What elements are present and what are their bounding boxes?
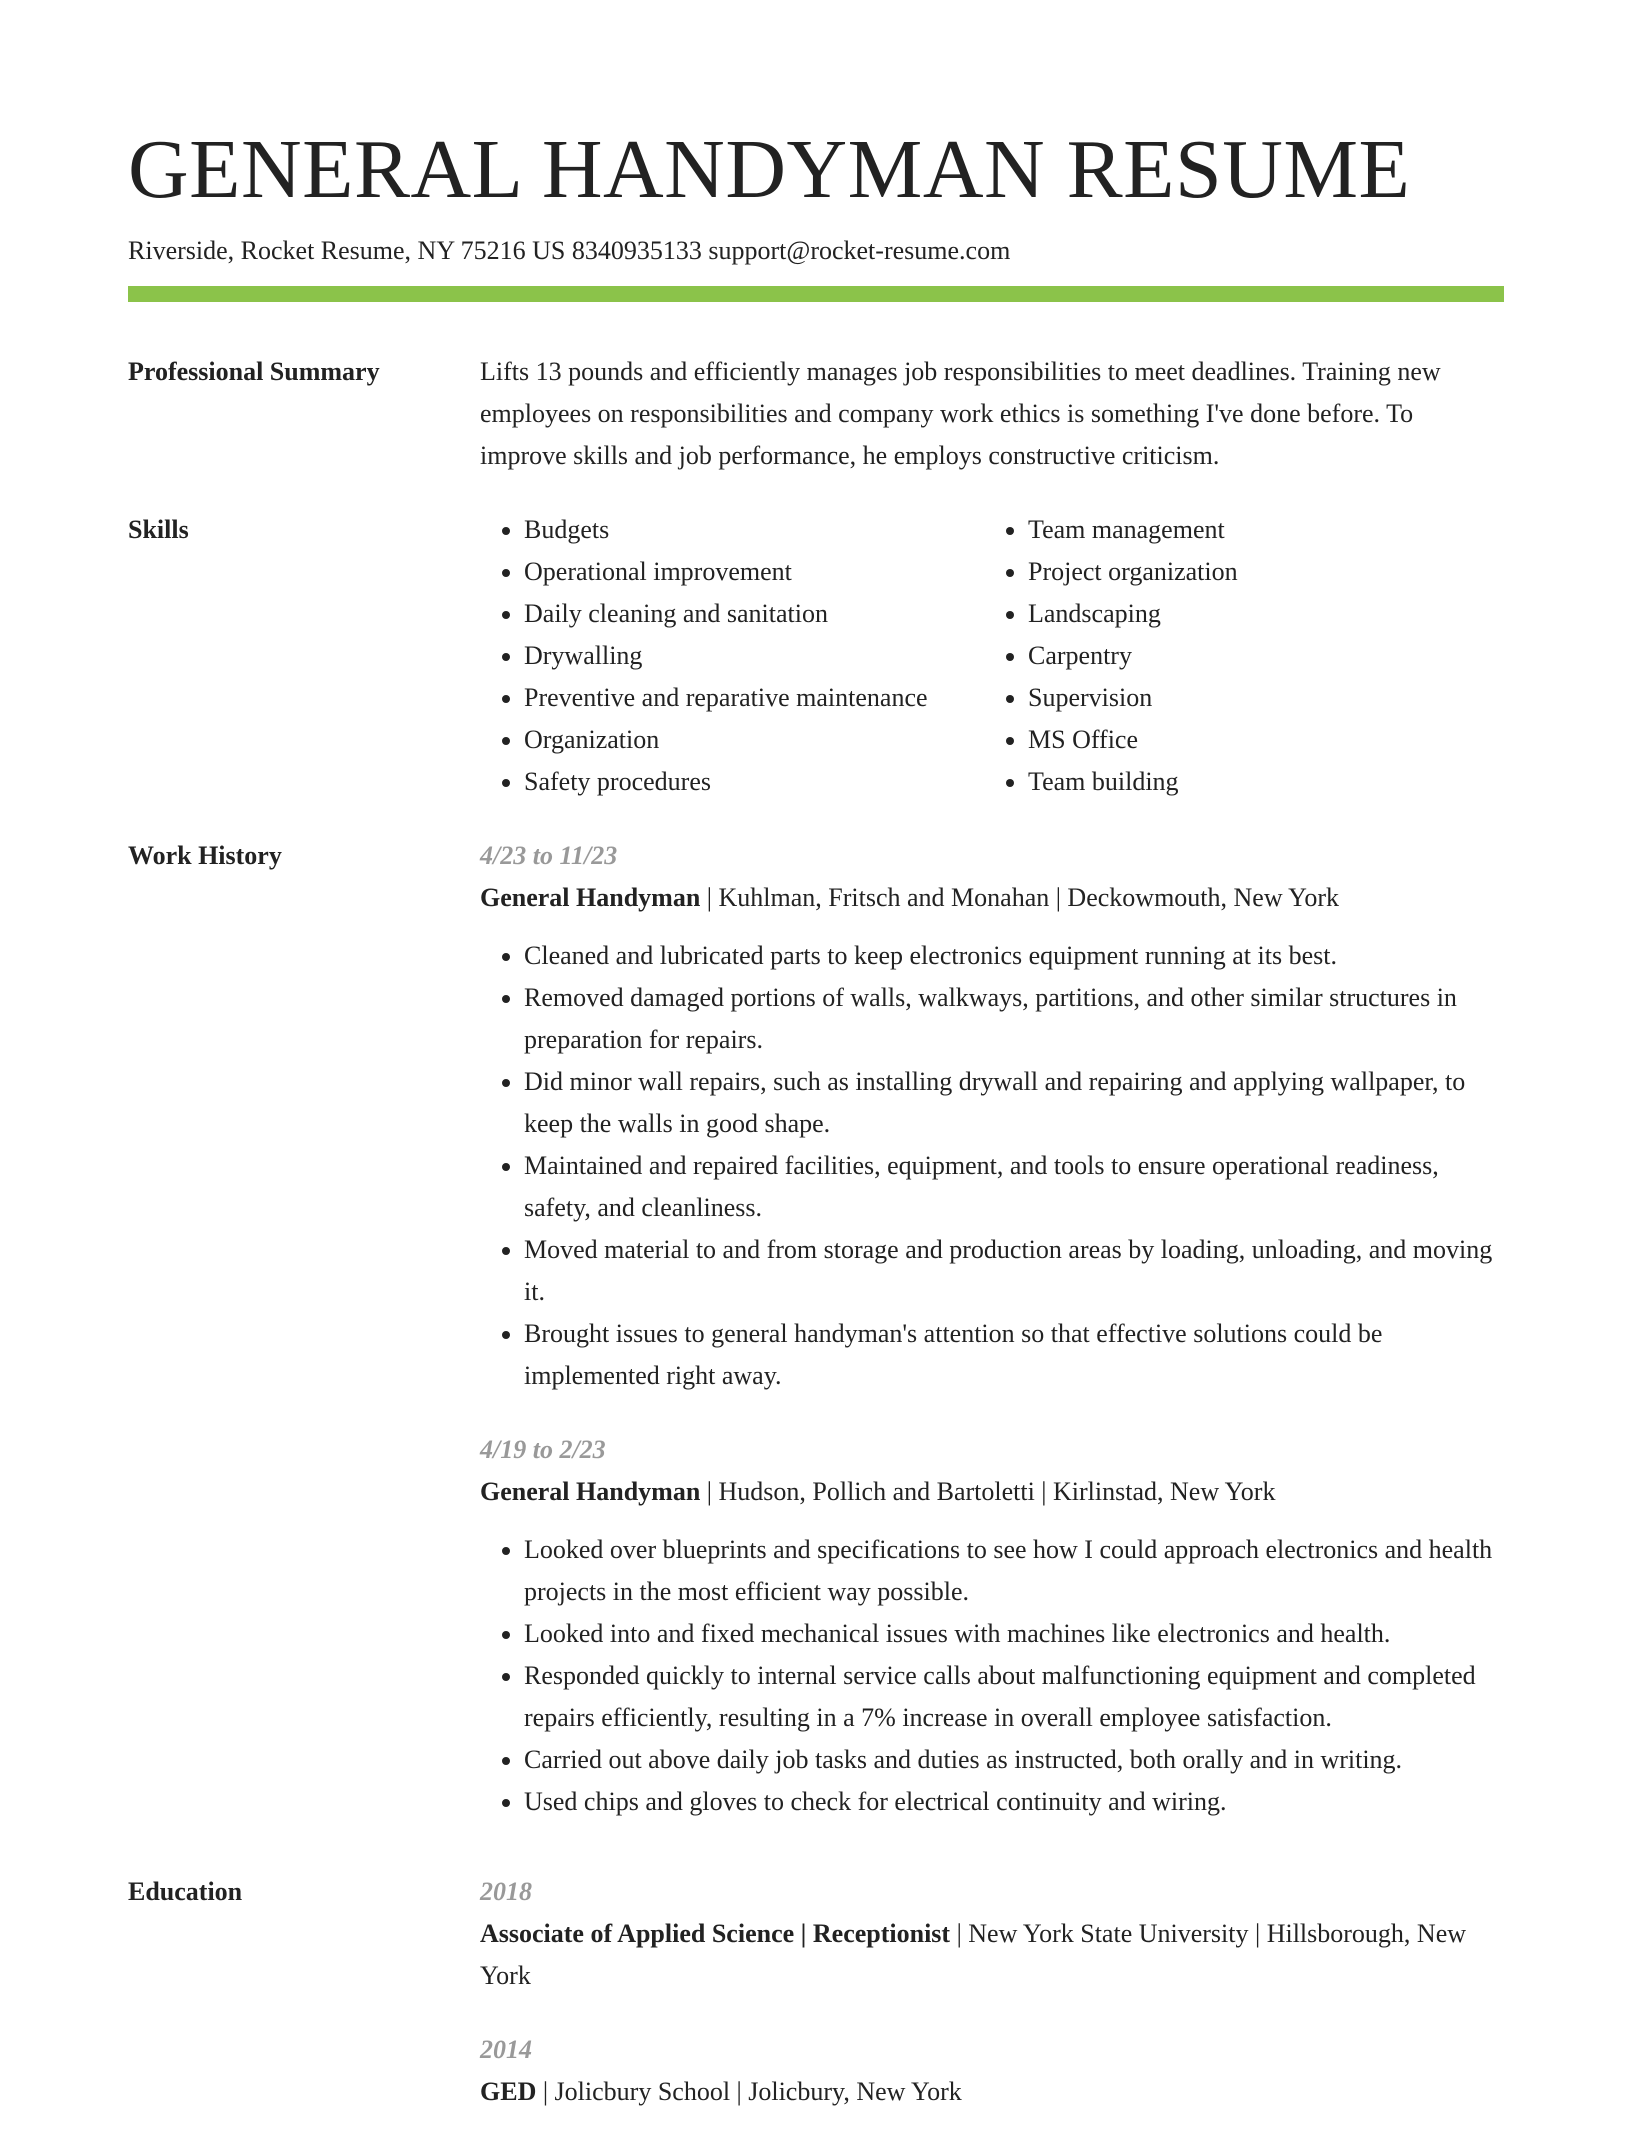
professional-summary-section xyxy=(128,351,1504,477)
job-bullet: • Carried out above daily job tasks and duties as instructed, both orally and in writing. xyxy=(524,1739,1504,1781)
education-heading xyxy=(480,1913,1504,1997)
skill-item: • Supervision xyxy=(1028,677,1238,719)
skill-item: • Organization xyxy=(524,719,984,761)
job-heading xyxy=(480,1471,1504,1513)
contact-line: Riverside, Rocket Resume, NY 75216 US 8340935133 support@rocket-resume.com xyxy=(128,236,1011,265)
education-section xyxy=(128,1871,1504,2145)
education-year: 2014 xyxy=(480,2035,532,2064)
education-school-location: | Jolicbury School | Jolicbury, New York xyxy=(536,2077,962,2106)
summary-text: Lifts 13 pounds and efficiently manages job responsibilities to meet deadlines. Training new employees on responsibilities and company work ethics is something I've done before. To improve skills and job performance, he employs constructive criticism. xyxy=(480,357,1441,470)
education-heading xyxy=(480,2071,1504,2113)
skill-item: • MS Office xyxy=(1028,719,1238,761)
skill-item: • Team management xyxy=(1028,509,1238,551)
job-bullets xyxy=(480,1529,1504,1823)
skill-item: • Preventive and reparative maintenance xyxy=(524,677,984,719)
skill-item: • Budgets xyxy=(524,509,984,551)
skill-item: • Daily cleaning and sanitation xyxy=(524,593,984,635)
job-title: General Handyman xyxy=(480,883,701,912)
job-bullet: • Looked over blueprints and specifications to see how I could approach electronics and health projects in the most efficient way possible. xyxy=(524,1529,1504,1613)
job-bullet: • Did minor wall repairs, such as installing drywall and repairing and applying wallpaper, to keep the walls in good shape. xyxy=(524,1061,1504,1145)
job-bullet: • Moved material to and from storage and production areas by loading, unloading, and moving it. xyxy=(524,1229,1504,1313)
job-dates: 4/19 to 2/23 xyxy=(480,1435,606,1464)
job-heading xyxy=(480,877,1504,919)
section-label-work: Work History xyxy=(128,841,282,870)
skills-list-right xyxy=(984,509,1238,803)
job-entry xyxy=(480,1429,1504,1823)
skills-section xyxy=(128,509,1504,803)
job-bullet: • Removed damaged portions of walls, walkways, partitions, and other similar structures in preparation for repairs. xyxy=(524,977,1504,1061)
job-bullet: • Looked into and fixed mechanical issues with machines like electronics and health. xyxy=(524,1613,1504,1655)
skill-item: • Team building xyxy=(1028,761,1238,803)
work-history-section xyxy=(128,835,1504,1855)
skill-item: • Drywalling xyxy=(524,635,984,677)
education-degree: GED xyxy=(480,2077,537,2106)
section-label-summary: Professional Summary xyxy=(128,357,380,386)
education-school-location: | New York State University | Hillsborough, New York xyxy=(480,1919,1467,1990)
resume-page xyxy=(128,0,1504,2145)
skill-item: • Carpentry xyxy=(1028,635,1238,677)
job-bullet: • Responded quickly to internal service calls about malfunctioning equipment and completed repairs efficiently, resulting in a 7% increase in overall employee satisfaction. xyxy=(524,1655,1504,1739)
job-bullet: • Brought issues to general handyman's attention so that effective solutions could be implemented right away. xyxy=(524,1313,1504,1397)
job-entry xyxy=(480,835,1504,1397)
job-bullet: • Cleaned and lubricated parts to keep electronics equipment running at its best. xyxy=(524,935,1504,977)
job-employer-location: | Kuhlman, Fritsch and Monahan | Deckowmouth, New York xyxy=(700,883,1339,912)
accent-divider xyxy=(128,286,1504,302)
job-bullet: • Maintained and repaired facilities, equipment, and tools to ensure operational readiness, safety, and cleanliness. xyxy=(524,1145,1504,1229)
skills-list-left xyxy=(480,509,984,803)
education-entry xyxy=(480,1871,1504,1997)
section-label-education: Education xyxy=(128,1877,243,1906)
skill-item: • Operational improvement xyxy=(524,551,984,593)
job-employer-location: | Hudson, Pollich and Bartoletti | Kirlinstad, New York xyxy=(700,1477,1276,1506)
skill-item: • Safety procedures xyxy=(524,761,984,803)
section-label-skills: Skills xyxy=(128,515,189,544)
job-title: General Handyman xyxy=(480,1477,701,1506)
job-bullets xyxy=(480,935,1504,1397)
skill-item: • Project organization xyxy=(1028,551,1238,593)
resume-title: GENERAL HANDYMAN RESUME xyxy=(128,123,1411,216)
job-dates: 4/23 to 11/23 xyxy=(480,841,618,870)
education-degree: Associate of Applied Science | Receptionist xyxy=(480,1919,951,1948)
job-bullet: • Used chips and gloves to check for electrical continuity and wiring. xyxy=(524,1781,1504,1823)
education-entry xyxy=(480,2029,1504,2113)
education-year: 2018 xyxy=(480,1877,532,1906)
skill-item: • Landscaping xyxy=(1028,593,1238,635)
